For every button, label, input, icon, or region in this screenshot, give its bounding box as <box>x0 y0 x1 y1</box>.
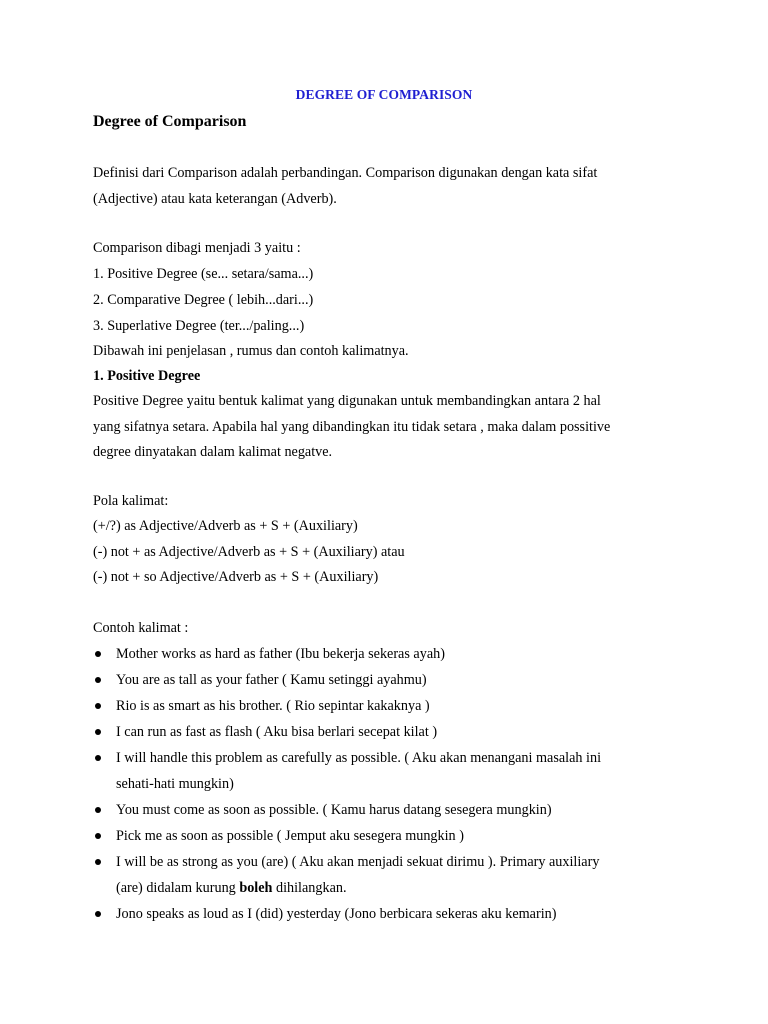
positive-desc-line: yang sifatnya setara. Apabila hal yang dibandingkan itu tidak setara , maka dalam possitive <box>93 419 611 435</box>
bullet-icon <box>95 677 101 683</box>
intro-line: (Adjective) atau kata keterangan (Adverb). <box>93 191 337 207</box>
section-heading: Degree of Comparison <box>93 113 247 130</box>
example-item: You must come as soon as possible. ( Kamu harus datang sesegera mungkin) <box>116 802 552 818</box>
pattern-line: (-) not + so Adjective/Adverb as + S + (Auxiliary) <box>93 569 379 585</box>
pattern-line: (+/?) as Adjective/Adverb as + S + (Auxiliary) <box>93 518 358 534</box>
example-item: Mother works as hard as father (Ibu bekerja sekeras ayah) <box>116 646 445 662</box>
example-item-continuation: sehati-hati mungkin) <box>116 776 234 792</box>
bullet-icon <box>95 859 101 865</box>
bullet-icon <box>95 755 101 761</box>
bullet-icon <box>95 703 101 709</box>
positive-desc-line: degree dinyatakan dalam kalimat negatve. <box>93 444 333 460</box>
example-bold-word: boleh <box>239 880 273 896</box>
example-item: I will be as strong as you (are) ( Aku akan menjadi sekuat dirimu ). Primary auxiliary <box>116 854 600 870</box>
example-item: I will handle this problem as carefully as possible. ( Aku akan menangani masalah ini <box>116 750 602 766</box>
example-item: Pick me as soon as possible ( Jemput aku sesegera mungkin ) <box>116 828 464 844</box>
explain-line: Dibawah ini penjelasan , rumus dan contoh kalimatnya. <box>93 343 409 359</box>
document-title: DEGREE OF COMPARISON <box>295 87 473 102</box>
division-item: 3. Superlative Degree (ter.../paling...) <box>93 318 305 334</box>
division-item: 2. Comparative Degree ( lebih...dari...) <box>93 292 314 308</box>
positive-desc-line: Positive Degree yaitu bentuk kalimat yang digunakan untuk membandingkan antara 2 hal <box>93 393 601 409</box>
bullet-icon <box>95 833 101 839</box>
pattern-line: (-) not + as Adjective/Adverb as + S + (Auxiliary) atau <box>93 544 405 560</box>
bullet-icon <box>95 729 101 735</box>
example-item-continuation <box>116 880 347 897</box>
positive-degree-heading: 1. Positive Degree <box>93 368 201 384</box>
intro-line: Definisi dari Comparison adalah perbandingan. Comparison digunakan dengan kata sifat <box>93 165 598 181</box>
bullet-icon <box>95 807 101 813</box>
example-item: You are as tall as your father ( Kamu setinggi ayahmu) <box>116 672 427 688</box>
division-intro: Comparison dibagi menjadi 3 yaitu : <box>93 240 301 256</box>
division-item: 1. Positive Degree (se... setara/sama...) <box>93 266 314 282</box>
example-text-before: (are) didalam kurung <box>116 880 240 896</box>
example-item: Jono speaks as loud as I (did) yesterday (Jono berbicara sekeras aku kemarin) <box>116 906 557 922</box>
example-item: I can run as fast as flash ( Aku bisa berlari secepat kilat ) <box>116 724 438 740</box>
pattern-label: Pola kalimat: <box>93 493 169 509</box>
example-text-after: dihilangkan. <box>272 880 347 896</box>
examples-label: Contoh kalimat : <box>93 620 189 636</box>
bullet-icon <box>95 911 101 917</box>
example-item: Rio is as smart as his brother. ( Rio sepintar kakaknya ) <box>116 698 430 714</box>
bullet-icon <box>95 651 101 657</box>
